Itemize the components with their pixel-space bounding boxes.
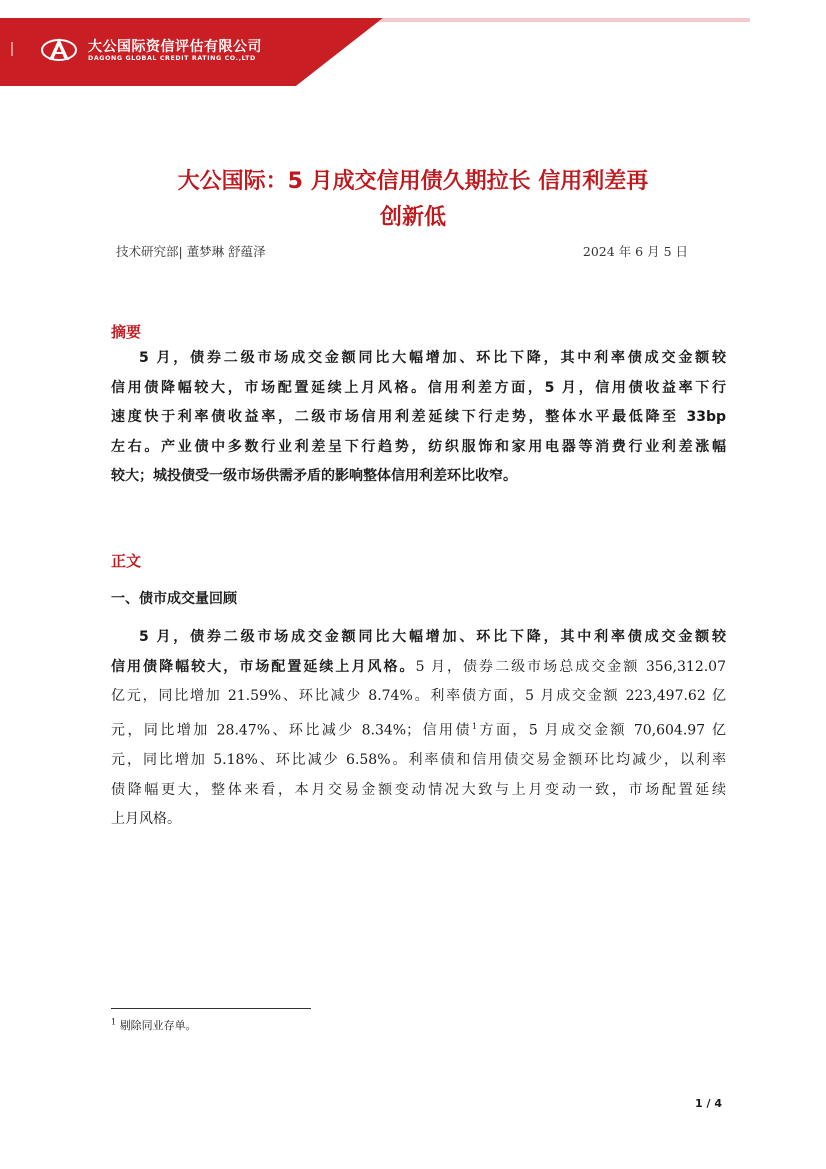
page-title-line-2: 创新低	[379, 205, 446, 230]
brand-name-en: DAGONG GLOBAL CREDIT RATING CO.,LTD	[88, 55, 256, 62]
page-number: 1 / 4	[695, 1097, 722, 1110]
body-line	[111, 712, 726, 746]
section-subheading: 一、债市成交量回顾	[111, 591, 237, 607]
abstract-line: 左右。产业债中多数行业利差呈下行趋势，纺织服饰和家用电器等消费行业利差涨幅	[111, 438, 726, 455]
page-title-line-1: 大公国际：5 月成交信用债久期拉长 信用利差再	[177, 169, 649, 194]
body-line-rest: 5 月，债券二级市场总成交金额 356,312.07	[415, 658, 726, 675]
footnote-text: 剔除同业存单。	[119, 1019, 197, 1032]
abstract-paragraph	[111, 344, 726, 492]
body-line-part: 元，同比增加 28.47%、环比减少 8.34%；信用债	[111, 722, 472, 739]
dagong-logo-icon	[40, 36, 78, 62]
body-line-bold: 信用债降幅较大，市场配置延续上月风格。	[111, 658, 416, 675]
abstract-line: 较大；城投债受一级市场供需矛盾的影响整体信用利差环比收窄。	[111, 468, 517, 485]
footnote-divider	[111, 1008, 311, 1009]
footnote-mark: 1	[111, 1017, 117, 1027]
body-line: 亿元，同比增加 21.59%、环比减少 8.74%。利率债方面，5 月成交金额 223,497.62 亿	[111, 688, 726, 705]
footnote-ref[interactable]: 1	[471, 721, 478, 731]
body-line: 上月风格。	[111, 811, 181, 828]
body-line	[111, 653, 726, 683]
abstract-heading: 摘要	[111, 323, 142, 341]
body-line: 元，同比增加 5.18%、环比减少 6.58%。利率债和信用债交易金额环比均减少，以利率	[111, 752, 726, 769]
byline-authors: 技术研究部| 董梦琳 舒蕴泽	[116, 244, 266, 259]
brand-name-cn: 大公国际资信评估有限公司	[88, 39, 262, 55]
body-line-part: 方面，5 月成交金额 70,604.97 亿	[477, 722, 726, 739]
footnote	[111, 1017, 197, 1033]
body-line: 债降幅更大，整体来看，本月交易金额变动情况大致与上月变动一致，市场配置延续	[111, 781, 726, 798]
body-heading: 正文	[111, 552, 142, 570]
body-paragraph	[111, 623, 726, 835]
byline-date: 2024 年 6 月 5 日	[582, 244, 688, 259]
body-line: 5 月，债券二级市场成交金额同比大幅增加、环比下降，其中利率债成交金额较	[139, 629, 726, 645]
abstract-line: 5 月，债券二级市场成交金额同比大幅增加、环比下降，其中利率债成交金额较	[139, 350, 726, 366]
abstract-line: 速度快于利率债收益率，二级市场信用利差延续下行走势，整体水平最低降至 33bp	[111, 409, 726, 426]
abstract-line: 信用债降幅较大，市场配置延续上月风格。信用利差方面，5 月，信用债收益率下行	[111, 379, 726, 396]
